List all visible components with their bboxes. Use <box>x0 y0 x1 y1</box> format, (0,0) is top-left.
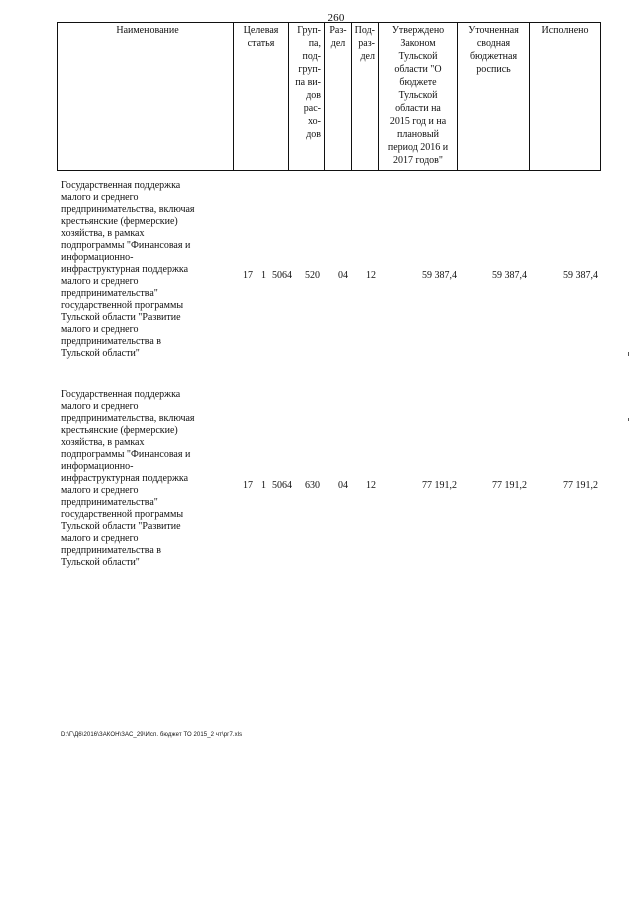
subsection-value: 12 <box>366 270 376 281</box>
section-value: 04 <box>338 270 348 281</box>
row-name: Государственная поддержка малого и среднего предпринимательства, включая крестьянские (фермерские) хозяйства, в рамках подпрограммы "Финансовая и информационно- инфраструктурная поддержка малого и среднего предпринимательства" государственной программы Тульской области "Развитие малого и среднего предпринимательства в Тульской области" <box>61 180 195 359</box>
row-name: Государственная поддержка малого и среднего предпринимательства, включая крестьянские (фермерские) хозяйства, в рамках подпрограммы "Финансовая и информационно- инфраструктурная поддержка малого и среднего предпринимательства" государственной программы Тульской области "Развитие малого и среднего предпринимательства в Тульской области" <box>61 389 195 568</box>
subsection-value: 12 <box>366 480 376 491</box>
approved-value: 59 387,4 <box>422 270 457 281</box>
target-article-program: 17 <box>243 270 253 281</box>
header-section: Раз- дел <box>325 23 352 171</box>
header-approved-amount: Утверждено Законом Тульской области "О бюджете Тульской области на 2015 год и на плановый период 2016 и 2017 годов" <box>379 23 458 171</box>
section-value: 04 <box>338 480 348 491</box>
refined-value: 59 387,4 <box>492 270 527 281</box>
expense-group-value: 520 <box>305 270 320 281</box>
expense-group-value: 630 <box>305 480 320 491</box>
target-article-code: 5064 <box>272 480 292 491</box>
header-executed: Исполнено <box>530 23 601 171</box>
file-path-footer: D:\Г\Д6\2016\ЗАКОН\ЗАС_29\Исп. бюджет ТО 2015_2 чт\рг7.xls <box>61 732 243 738</box>
scan-speck <box>628 418 629 421</box>
target-article-code: 5064 <box>272 270 292 281</box>
scan-speck <box>628 352 629 356</box>
header-refined-budget: Уточненная сводная бюджетная роспись <box>458 23 530 171</box>
target-article-subprogram: 1 <box>261 270 266 281</box>
target-article-subprogram: 1 <box>261 480 266 491</box>
page-number: 260 <box>327 12 345 24</box>
executed-value: 77 191,2 <box>563 480 598 491</box>
target-article-program: 17 <box>243 480 253 491</box>
header-subsection: Под- раз- дел <box>352 23 379 171</box>
header-target-article: Целевая статья <box>234 23 289 171</box>
header-name: Наименование <box>58 23 234 171</box>
executed-value: 59 387,4 <box>563 270 598 281</box>
header-expense-group: Груп- па, под- груп- па ви- дов рас- хо- дов <box>289 23 325 171</box>
table-header <box>57 22 601 171</box>
refined-value: 77 191,2 <box>492 480 527 491</box>
approved-value: 77 191,2 <box>422 480 457 491</box>
